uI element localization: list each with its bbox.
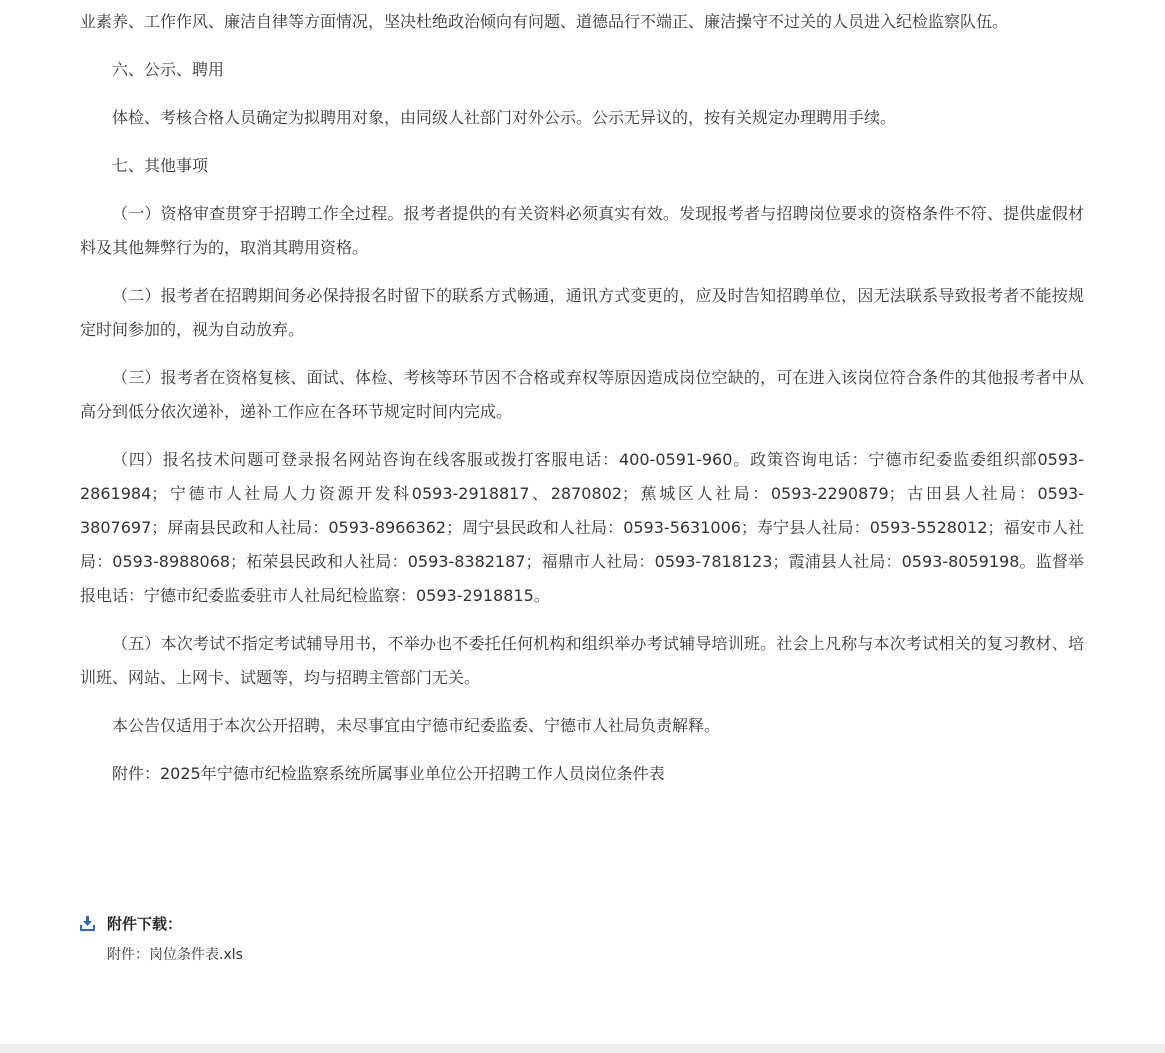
- attachment-note: 附件：2025年宁德市纪检监察系统所属事业单位公开招聘工作人员岗位条件表: [112, 764, 665, 783]
- download-icon: [80, 916, 95, 931]
- footer-divider: [0, 1044, 1165, 1053]
- paragraph: （四）报名技术问题可登录报名网站咨询在线客服或拨打客服电话：400-0591-960。政策咨询电话：宁德市纪委监委组织部0593-2861984；宁德市人社局人力资源开发科0593-2918817、2870802；蕉城区人社局：0593-2290879；古田县人社局：0593-3807697；屏南县民政和人社局：0593-8966362；周宁县民政和人社局：0593-5631006；寿宁县人社局：0593-5528012；福安市人社局：0593-8988068；柘荣县民政和人社局：0593-8382187；福鼎市人社局：0593-7818123；霞浦县人社局：0593-8059198。监督举报电话：宁德市纪委监委驻市人社局纪检监察：0593-2918815。: [80, 450, 1084, 605]
- section-heading: 六、公示、聘用: [112, 60, 225, 79]
- section-heading: 七、其他事项: [112, 156, 209, 175]
- paragraph: （一）资格审查贯穿于招聘工作全过程。报考者提供的有关资料必须真实有效。发现报考者与招聘岗位要求的资格条件不符、提供虚假材料及其他舞弊行为的，取消其聘用资格。: [80, 204, 1084, 257]
- paragraph: 本公告仅适用于本次公开招聘，未尽事宜由宁德市纪委监委、宁德市人社局负责解释。: [112, 716, 721, 735]
- attachments-title: 附件下载：: [107, 914, 183, 933]
- attachment-file-link[interactable]: 附件：岗位条件表.xls: [107, 947, 243, 963]
- paragraph: （三）报考者在资格复核、面试、体检、考核等环节因不合格或弃权等原因造成岗位空缺的，可在进入该岗位符合条件的其他报考者中从高分到低分依次递补，递补工作应在各环节规定时间内完成。: [80, 368, 1084, 421]
- paragraph: 体检、考核合格人员确定为拟聘用对象，由同级人社部门对外公示。公示无异议的，按有关规定办理聘用手续。: [112, 108, 897, 127]
- paragraph: 业素养、工作作风、廉洁自律等方面情况，坚决杜绝政治倾向有问题、道德品行不端正、廉洁操守不过关的人员进入纪检监察队伍。: [80, 12, 1009, 31]
- paragraph: （五）本次考试不指定考试辅导用书，不举办也不委托任何机构和组织举办考试辅导培训班。社会上凡称与本次考试相关的复习教材、培训班、网站、上网卡、试题等，均与招聘主管部门无关。: [80, 634, 1084, 687]
- article-body: [80, 5, 1084, 805]
- attachments-header: [80, 908, 1084, 938]
- paragraph: （二）报考者在招聘期间务必保持报名时留下的联系方式畅通，通讯方式变更的，应及时告知招聘单位，因无法联系导致报考者不能按规定时间参加的，视为自动放弃。: [80, 286, 1084, 339]
- attachments-section: [80, 908, 1084, 964]
